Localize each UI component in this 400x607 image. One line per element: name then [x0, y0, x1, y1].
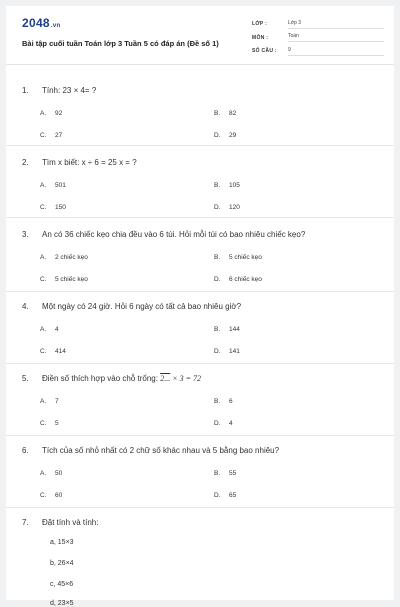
question-body: Tích của số nhỏ nhất có 2 chữ số khác nhau và 5 bằng bao nhiêu?	[42, 446, 280, 455]
option-text: 501	[55, 182, 66, 189]
option-text: 7	[55, 398, 59, 405]
option-b[interactable]	[214, 398, 233, 405]
option-c[interactable]	[40, 420, 59, 427]
option-text: 27	[55, 132, 63, 139]
option-letter: B.	[214, 110, 221, 117]
option-text: 60	[55, 492, 63, 499]
option-letter: A.	[40, 110, 47, 117]
question-body: Một ngày có 24 giờ. Hỏi 6 ngày có tất cả bao nhiêu giờ?	[42, 302, 242, 311]
worksheet-header	[6, 6, 394, 65]
sub-item-a: a, 15×3	[50, 539, 74, 546]
question-text	[22, 446, 279, 455]
option-letter: C.	[40, 132, 47, 139]
meta-label-subject: MÔN :	[252, 34, 269, 41]
sub-item-d: d, 23×5	[50, 600, 74, 607]
math-overline-part: 2...	[160, 374, 171, 383]
question-text	[22, 518, 98, 527]
option-a[interactable]	[40, 326, 59, 333]
option-text: 5 chiếc kẹo	[55, 276, 88, 283]
option-text: 55	[229, 470, 237, 477]
option-c[interactable]	[40, 492, 62, 499]
option-text: 150	[55, 204, 66, 211]
question-number: 6.	[22, 446, 29, 455]
option-b[interactable]	[214, 254, 262, 261]
question-body: Điền số thích hợp vào chỗ trống:	[42, 374, 158, 383]
option-letter: D.	[214, 276, 221, 283]
question-number: 1.	[22, 86, 29, 95]
question-2	[6, 146, 394, 218]
option-letter: B.	[214, 470, 221, 477]
option-letter: A.	[40, 182, 47, 189]
option-text: 5	[55, 420, 59, 427]
option-letter: D.	[214, 492, 221, 499]
option-text: 82	[229, 110, 237, 117]
question-number: 3.	[22, 230, 29, 239]
math-rest-part: × 3 = 72	[170, 374, 202, 383]
option-text: 50	[55, 470, 63, 477]
option-text: 2 chiếc kẹo	[55, 254, 88, 261]
option-letter: D.	[214, 204, 221, 211]
option-b[interactable]	[214, 326, 240, 333]
meta-row-class	[252, 18, 384, 30]
question-body: Tìm x biết: x ÷ 6 = 25 x = ?	[42, 158, 137, 167]
option-text: 4	[55, 326, 59, 333]
question-1	[6, 64, 394, 146]
option-text: 92	[55, 110, 63, 117]
question-7	[6, 508, 394, 607]
logo-text: 2048	[22, 16, 50, 30]
option-d[interactable]	[214, 204, 240, 211]
sub-item-b: b, 26×4	[50, 560, 74, 567]
option-c[interactable]	[40, 204, 66, 211]
option-d[interactable]	[214, 348, 240, 355]
question-4	[6, 292, 394, 364]
question-text	[22, 302, 241, 311]
option-letter: C.	[40, 492, 47, 499]
option-d[interactable]	[214, 132, 236, 139]
question-body: Đặt tính và tính:	[42, 518, 99, 527]
meta-row-count	[252, 45, 384, 57]
worksheet-meta	[252, 18, 384, 59]
meta-label-class: LỚP :	[252, 21, 268, 27]
worksheet-title: Bài tập cuối tuần Toán lớp 3 Tuần 5 có đáp án (Đề số 1)	[22, 39, 219, 48]
question-number: 4.	[22, 302, 29, 311]
question-body: An có 36 chiếc kẹo chia đều vào 6 túi. Hỏi mỗi túi có bao nhiêu chiếc kẹo?	[42, 230, 306, 239]
option-letter: B.	[214, 398, 221, 405]
math-expression	[160, 374, 201, 383]
option-a[interactable]	[40, 470, 62, 477]
option-a[interactable]	[40, 398, 59, 405]
option-letter: C.	[40, 276, 47, 283]
question-body: Tính: 23 × 4= ?	[42, 86, 97, 95]
option-text: 4	[229, 420, 233, 427]
logo-tld: .vn	[50, 23, 61, 29]
option-letter: C.	[40, 348, 47, 355]
question-text	[22, 374, 201, 383]
option-d[interactable]	[214, 420, 233, 427]
question-6	[6, 436, 394, 508]
option-text: 105	[229, 182, 240, 189]
option-b[interactable]	[214, 182, 240, 189]
option-letter: D.	[214, 420, 221, 427]
option-text: 144	[229, 326, 240, 333]
option-text: 5 chiếc kẹo	[229, 254, 262, 261]
worksheet-page	[6, 6, 394, 607]
option-letter: C.	[40, 420, 47, 427]
option-letter: B.	[214, 254, 221, 261]
site-logo[interactable]	[22, 16, 60, 30]
option-text: 414	[55, 348, 66, 355]
option-c[interactable]	[40, 132, 62, 139]
option-text: 6 chiếc kẹo	[229, 276, 262, 283]
option-a[interactable]	[40, 110, 62, 117]
meta-value-count: 9	[288, 47, 384, 56]
option-d[interactable]	[214, 492, 236, 499]
option-letter: A.	[40, 326, 47, 333]
question-text	[22, 158, 137, 167]
option-letter: A.	[40, 254, 47, 261]
option-c[interactable]	[40, 276, 88, 283]
meta-value-class: Lớp 3	[288, 20, 384, 29]
question-text	[22, 230, 305, 239]
option-d[interactable]	[214, 276, 262, 283]
option-letter: D.	[214, 348, 221, 355]
question-number: 2.	[22, 158, 29, 167]
option-letter: D.	[214, 132, 221, 139]
option-a[interactable]	[40, 254, 88, 261]
option-c[interactable]	[40, 348, 66, 355]
question-3	[6, 218, 394, 292]
option-text: 29	[229, 132, 237, 139]
option-b[interactable]	[214, 110, 236, 117]
option-letter: A.	[40, 470, 47, 477]
option-text: 120	[229, 204, 240, 211]
option-text: 65	[229, 492, 237, 499]
option-letter: A.	[40, 398, 47, 405]
question-number: 5.	[22, 374, 29, 383]
sub-item-c: c, 45×6	[50, 581, 74, 588]
option-text: 141	[229, 348, 240, 355]
question-5	[6, 364, 394, 436]
option-b[interactable]	[214, 470, 236, 477]
question-number: 7.	[22, 518, 29, 527]
option-a[interactable]	[40, 182, 66, 189]
option-letter: B.	[214, 182, 221, 189]
meta-value-subject: Toán	[288, 33, 384, 42]
option-letter: B.	[214, 326, 221, 333]
option-text: 6	[229, 398, 233, 405]
option-letter: C.	[40, 204, 47, 211]
meta-label-count: SỐ CÂU :	[252, 48, 277, 54]
meta-row-subject	[252, 32, 384, 44]
question-text	[22, 86, 96, 95]
